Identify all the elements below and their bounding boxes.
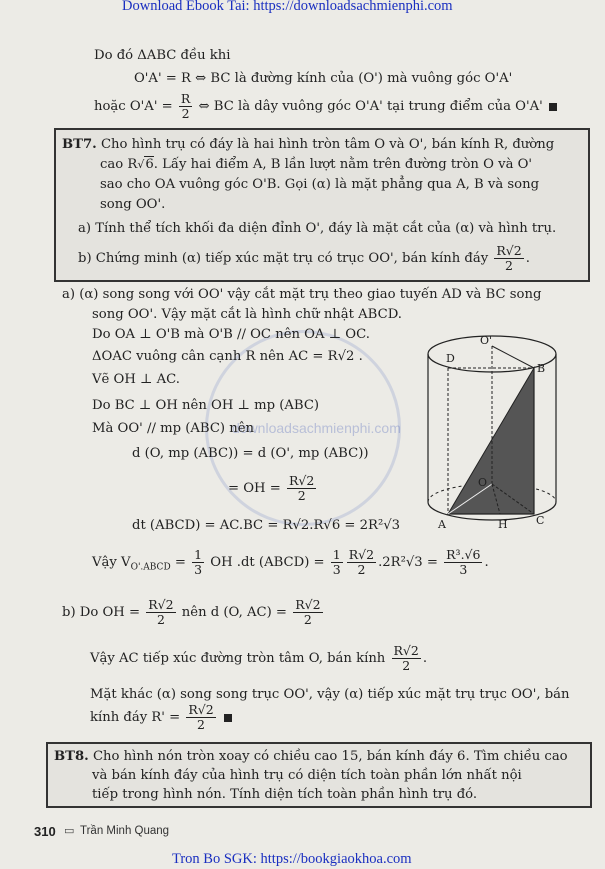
bt7-part-b-text: b) Chứng minh (α) tiếp xúc mặt trụ có trục OO', bán kính đáy	[78, 251, 489, 266]
watermark-text: downloadsachmienphi.com	[232, 420, 401, 436]
bt7-b-fraction	[494, 244, 523, 273]
bt8-text-1: Cho hình nón tròn xoay có chiều cao 15, bán kính đáy 6. Tìm chiều cao	[92, 749, 568, 764]
label-H: H	[498, 518, 508, 531]
sol-vol-f2-num: 1	[332, 547, 341, 562]
bt7-part-b: b) Chứng minh (α) tiếp xúc mặt trụ có trục OO', bán kính đáy $\frac{R√2}{2}$ .	[78, 243, 530, 273]
sol-a9-num: R√2	[289, 473, 315, 488]
sol-a-line-10: dt (ABCD) = AC.BC = R√2.R√6 = 2R²√3	[132, 518, 401, 533]
sol-b-line-3: Mặt khác (α) song song trục OO', vậy (α) tiếp xúc mặt trụ trục OO', bán	[90, 687, 570, 702]
sol-b2-num: R√2	[393, 643, 419, 658]
bt7-b-num: R√2	[496, 243, 522, 258]
intro-line-3-end: ⇔ BC là dây vuông góc O'A' tại trung điểm của O'A'	[198, 99, 543, 114]
sol-b1-den-2: 2	[303, 612, 312, 627]
sol-vol-f4-num: R³.√6	[446, 547, 481, 562]
end-proof-square	[549, 103, 557, 111]
sol-b1-num-2: R√2	[295, 597, 321, 612]
sol-b2-text: Vậy AC tiếp xúc đường tròn tâm O, bán kính	[90, 651, 386, 666]
bt7-line-4: song OO'.	[100, 197, 166, 212]
sol-vol-f3-den: 2	[357, 562, 366, 577]
sol-vol-f1-den: 3	[194, 562, 203, 577]
segment-O'B	[492, 346, 534, 368]
book-icon: ▭	[64, 824, 75, 837]
sol-a9-fraction	[287, 474, 316, 503]
sol-a-line-3: Do OA ⊥ O'B mà O'B // OC nên OA ⊥ OC.	[92, 327, 370, 342]
sol-a-line-8: d (O, mp (ABC)) = d (O', mp (ABC))	[132, 446, 369, 461]
top-banner-link[interactable]: Download Ebook Tai: https://downloadsachmienphi.com	[122, 0, 453, 14]
sol-b4-num: R√2	[188, 702, 214, 717]
sol-b1-text-2: nên d (O, AC) =	[181, 605, 287, 620]
end-proof-square-2	[224, 714, 232, 722]
sol-vol-f4-den: 3	[459, 562, 468, 577]
sol-a-line-6: Do BC ⊥ OH nên OH ⊥ mp (ABC)	[92, 398, 320, 413]
sol-a-line-9	[228, 474, 318, 504]
author-name: Trần Minh Quang	[80, 825, 170, 837]
sol-vol-frac-2	[331, 548, 343, 577]
sol-vol-frac-4	[444, 548, 482, 577]
intro-fraction	[179, 92, 192, 121]
sol-b-line-2: Vậy AC tiếp xúc đường tròn tâm O, bán kính $\frac{R√2}{2}$ .	[90, 643, 428, 673]
bt7-part-a: a) Tính thể tích khối đa diện đỉnh O', đáy là mặt cắt của (α) và hình trụ.	[78, 221, 557, 236]
label-A: A	[438, 518, 446, 531]
sol-vol-f2-den: 3	[332, 562, 341, 577]
bt7-label: BT7.	[62, 137, 97, 152]
intro-line-3-start: hoặc O'A' =	[94, 99, 173, 114]
intro-line-3	[94, 92, 557, 122]
sol-a-volume: Vậy $V_{O'.ABCD}$ = $\frac{1}{3}$ OH .dt (ABCD) = $\frac{1}{3}$ $\frac{R√2}{2}$ .2R²√3 = $\frac{\text{R³.√6}}{3}$ .	[92, 547, 489, 577]
sol-vol-v: Vậy V	[92, 555, 131, 570]
sol-b2-den: 2	[402, 658, 411, 673]
sol-a9-text: = OH =	[228, 481, 281, 496]
intro-frac-den: 2	[181, 106, 190, 121]
sol-a-line-1: a) (α) song song với OO' vậy cắt mặt trụ theo giao tuyến AD và BC song	[62, 287, 542, 302]
label-C: C	[536, 514, 545, 527]
label-D: D	[446, 352, 455, 365]
sol-a-line-4: ΔOAC vuông cân cạnh R nên AC = R√2 .	[92, 349, 363, 364]
label-B: B	[537, 362, 546, 375]
sol-vol-sub: O'.ABCD	[130, 562, 171, 573]
sol-b4-text: kính đáy R' =	[90, 710, 181, 725]
sol-vol-frac-1	[192, 548, 204, 577]
sol-vol-frac-3	[347, 548, 376, 577]
sol-b-line-4	[90, 702, 232, 734]
sol-a9-den: 2	[297, 488, 306, 503]
sol-b2-frac	[392, 644, 421, 673]
sol-a-line-7: Mà OO' // mp (ABC) nên	[92, 421, 255, 436]
bt8-line-1	[54, 748, 568, 766]
sol-vol-eq: =	[174, 555, 186, 570]
bt8-line-2: và bán kính đáy của hình trụ có diện tích toàn phần lớn nhất nội	[92, 768, 522, 783]
bt7-text-2b: . Lấy hai điểm A, B lần lượt nằm trên đường tròn O và O'	[153, 157, 533, 172]
sol-b1-frac	[146, 598, 175, 627]
section-shaded-triangle	[448, 368, 534, 514]
sol-a-line-5: Vẽ OH ⊥ AC.	[92, 372, 180, 387]
sol-vol-mid: OH .dt (ABCD) =	[210, 555, 325, 570]
bt7-sqrt6: 6	[145, 157, 154, 172]
bottom-banner-link[interactable]: Tron Bo SGK: https://bookgiaokhoa.com	[172, 851, 412, 867]
sol-b1-num: R√2	[148, 597, 174, 612]
cylinder-figure	[420, 332, 570, 532]
bt7-text-1: Cho hình trụ có đáy là hai hình tròn tâm O và O', bán kính R, đường	[100, 137, 555, 152]
sol-b-line-1	[62, 597, 325, 629]
bt7-line-1	[62, 136, 554, 154]
label-O: O	[478, 476, 488, 489]
sol-b4-den: 2	[197, 717, 205, 732]
sol-vol-f3-num: R√2	[348, 547, 375, 562]
bt7-b-den: 2	[505, 258, 513, 273]
label-O-prime: O'	[480, 334, 493, 347]
sol-a-line-2: song OO'. Vậy mặt cắt là hình chữ nhật ABCD.	[92, 307, 403, 322]
page-number: 310	[34, 824, 56, 839]
bt8-line-3: tiếp trong hình nón. Tính diện tích toàn phần hình trụ đó.	[92, 787, 478, 802]
sol-b4-frac	[186, 703, 215, 732]
bt7-line-3: sao cho OA vuông góc O'B. Gọi (α) là mặt phẳng qua A, B và song	[100, 177, 540, 192]
intro-frac-num: R	[180, 91, 191, 106]
bt7-line-2: cao R√6. Lấy hai điểm A, B lần lượt nằm trên đường tròn O và O'	[100, 157, 533, 172]
bt7-text-2a: cao R	[100, 157, 138, 172]
sol-b1-frac-2	[293, 598, 322, 627]
bt8-label: BT8.	[54, 749, 89, 764]
intro-line-2: O'A' = R ⇔ BC là đường kính của (O') mà vuông góc O'A'	[134, 71, 513, 86]
sol-vol-f1-num: 1	[194, 547, 203, 562]
sol-b1-text: b) Do OH =	[62, 605, 141, 620]
intro-line-1: Do đó ΔABC đều khi	[94, 48, 231, 63]
sol-vol-tail: .2R²√3 =	[378, 555, 438, 570]
sol-b1-den: 2	[156, 612, 165, 627]
